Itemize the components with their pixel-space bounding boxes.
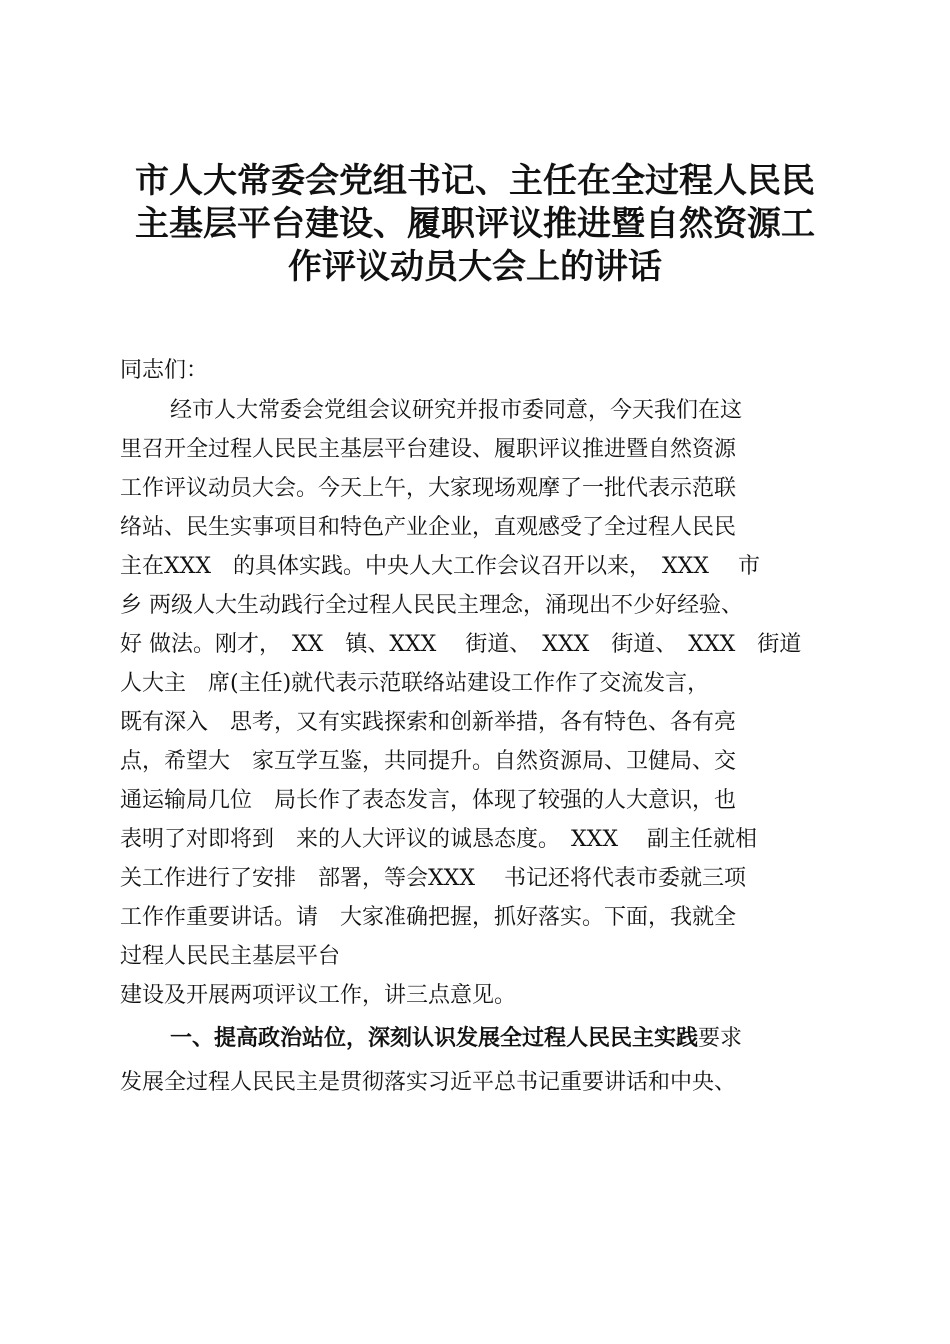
title-line-2: 主基层平台建设、履职评议推进暨自然资源工 — [135, 204, 815, 244]
section-heading-bold: 一、提高政治站位，深刻认识发展全过程人民民主实践 — [170, 1026, 699, 1051]
paragraph-line: 表明了对即将到 来的人大评议的诚恳态度。 XXX 副主任就相 — [120, 827, 757, 852]
paragraph-line: 工作作重要讲话。请 大家准确把握，抓好落实。下面，我就全 — [120, 905, 737, 930]
salutation: 同志们： — [120, 358, 209, 383]
paragraph-line: 主在XXX 的具体实践。中央人大工作会议召开以来， XXX 市 — [120, 554, 760, 579]
paragraph-line: 乡 两级人大生动践行全过程人民民主理念，涌现出不少好经验、 — [120, 593, 743, 618]
paragraph-line: 关工作进行了安排 部署，等会XXX 书记还将代表市委就三项 — [120, 866, 746, 891]
paragraph-line: 络站、民生实事项目和特色产业企业，直观感受了全过程人民民 — [120, 515, 737, 540]
paragraph-line: 通运输局几位 局长作了表态发言，体现了较强的人大意识，也 — [120, 788, 737, 813]
title-line-1: 市人大常委会党组书记、主任在全过程人民民 — [135, 161, 815, 201]
section-heading-tail: 要求 — [698, 1026, 743, 1051]
document-title — [100, 160, 850, 289]
paragraph-line: 建设及开展两项评议工作，讲三点意见。 — [120, 983, 517, 1008]
paragraph-line: 工作评议动员大会。今天上午，大家现场观摩了一批代表示范联 — [120, 476, 737, 501]
paragraph-line: 人大主 席(主任)就代表示范联络站建设工作作了交流发言， — [120, 671, 710, 696]
paragraph-line: 发展全过程人民民主是贯彻落实习近平总书记重要讲话和中央、 — [120, 1070, 737, 1095]
title-line-3: 作评议动员大会上的讲话 — [288, 247, 662, 287]
paragraph-line: 里召开全过程人民民主基层平台建设、履职评议推进暨自然资源 — [120, 437, 737, 462]
paragraph-line: 经市人大常委会党组会议研究并报市委同意，今天我们在这 — [170, 398, 743, 423]
paragraph-line: 好 做法。刚才， XX 镇、XXX 街道、 XXX 街道、 XXX 街道 — [120, 632, 802, 657]
paragraph-line: 过程人民民主基层平台 — [120, 944, 341, 969]
section-heading — [170, 1024, 742, 1054]
paragraph-line: 既有深入 思考，又有实践探索和创新举措，各有特色、各有亮 — [120, 710, 737, 735]
paragraph-line: 点，希望大 家互学互鉴，共同提升。自然资源局、卫健局、交 — [120, 749, 737, 774]
